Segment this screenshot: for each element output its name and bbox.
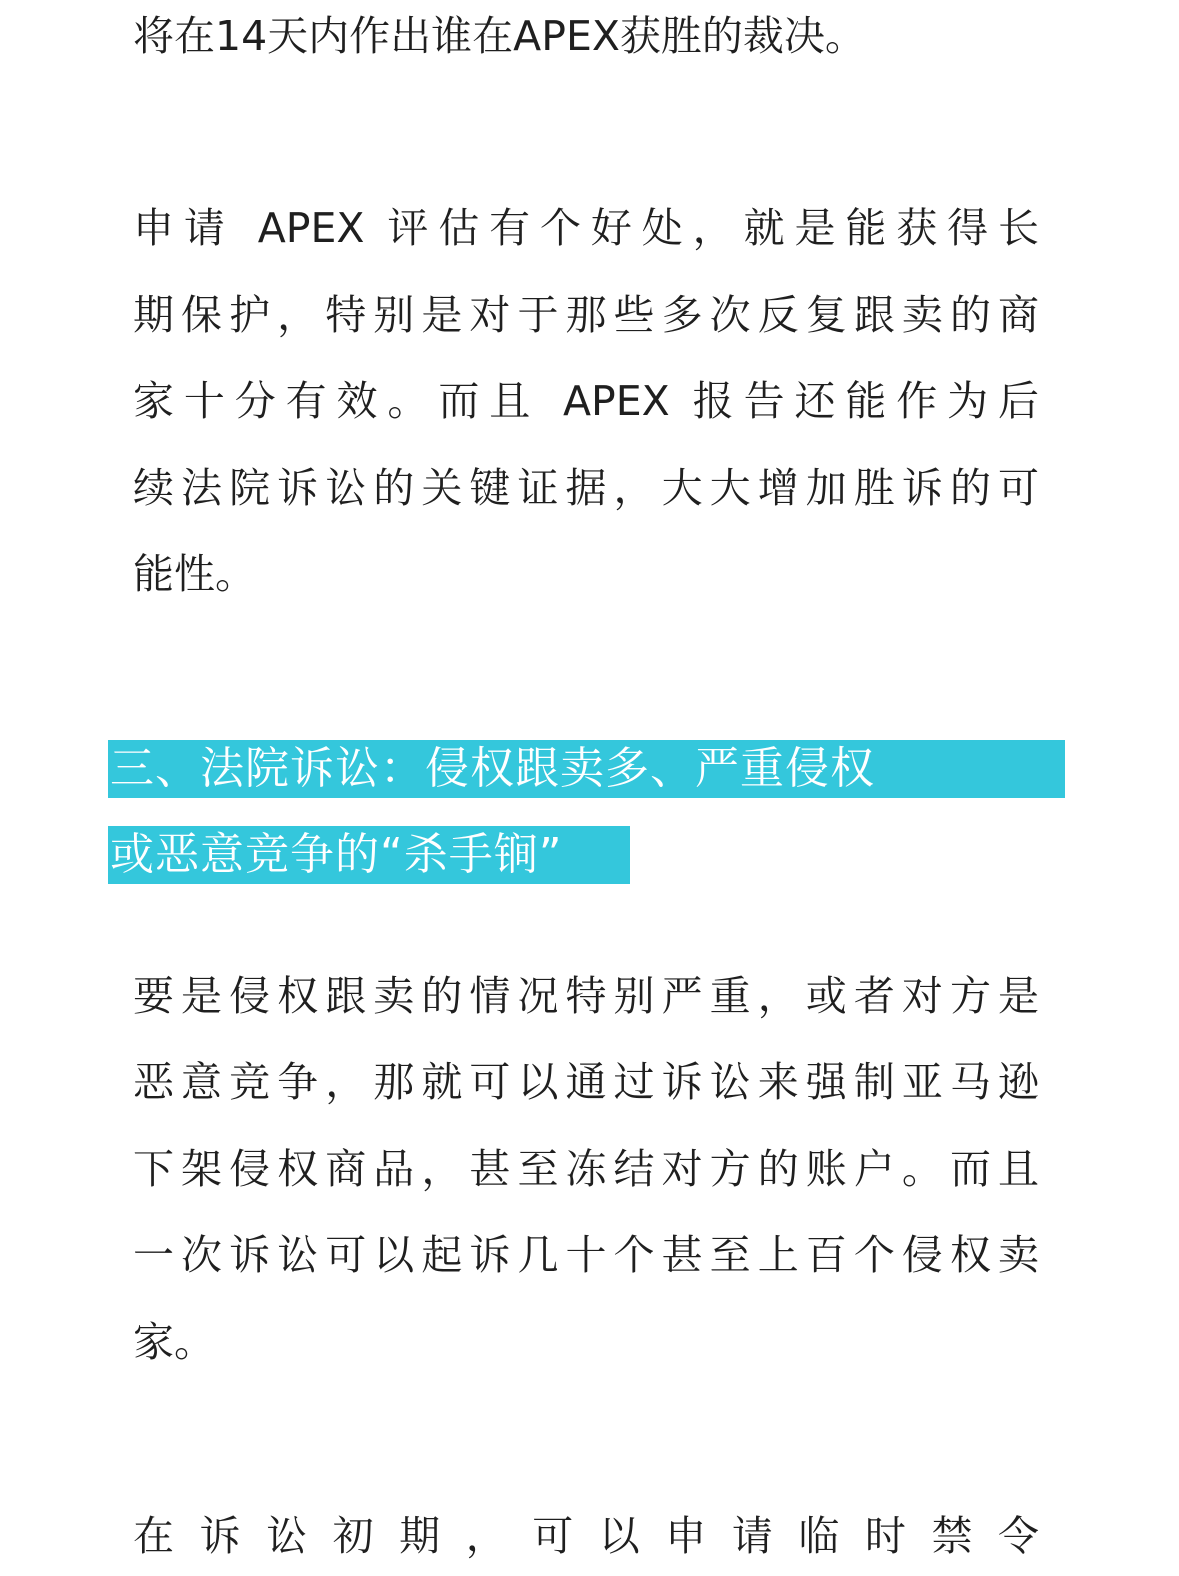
paragraph-2-line-2: 期保护，特别是对于那些多次反复跟卖的商 (133, 291, 1039, 339)
paragraph-2-line-3: 家十分有效。而且 APEX 报告还能作为后 (133, 377, 1039, 425)
section-heading-line-1: 三、法院诉讼：侵权跟卖多、严重侵权 (110, 743, 875, 794)
paragraph-3-line-1: 要是侵权跟卖的情况特别严重，或者对方是 (133, 972, 1039, 1020)
paragraph-4-line-1: 在诉讼初期，可以申请临时禁令 (133, 1512, 1039, 1560)
paragraph-2-line-1: 申请 APEX 评估有个好处，就是能获得长 (133, 204, 1039, 252)
paragraph-3-line-2: 恶意竞争，那就可以通过诉讼来强制亚马逊 (133, 1058, 1039, 1106)
paragraph-2-line-4: 续法院诉讼的关键证据，大大增加胜诉的可 (133, 464, 1039, 512)
paragraph-3-line-4: 一次诉讼可以起诉几十个甚至上百个侵权卖 (133, 1231, 1039, 1279)
paragraph-1-line-1: 将在14天内作出谁在APEX获胜的裁决。 (133, 12, 866, 60)
paragraph-3-line-3: 下架侵权商品，甚至冻结对方的账户。而且 (133, 1145, 1039, 1193)
paragraph-2-line-5: 能性。 (133, 550, 256, 598)
section-heading-line-2: 或恶意竞争的“杀手锏” (110, 829, 563, 880)
paragraph-3-line-5: 家。 (133, 1318, 215, 1366)
